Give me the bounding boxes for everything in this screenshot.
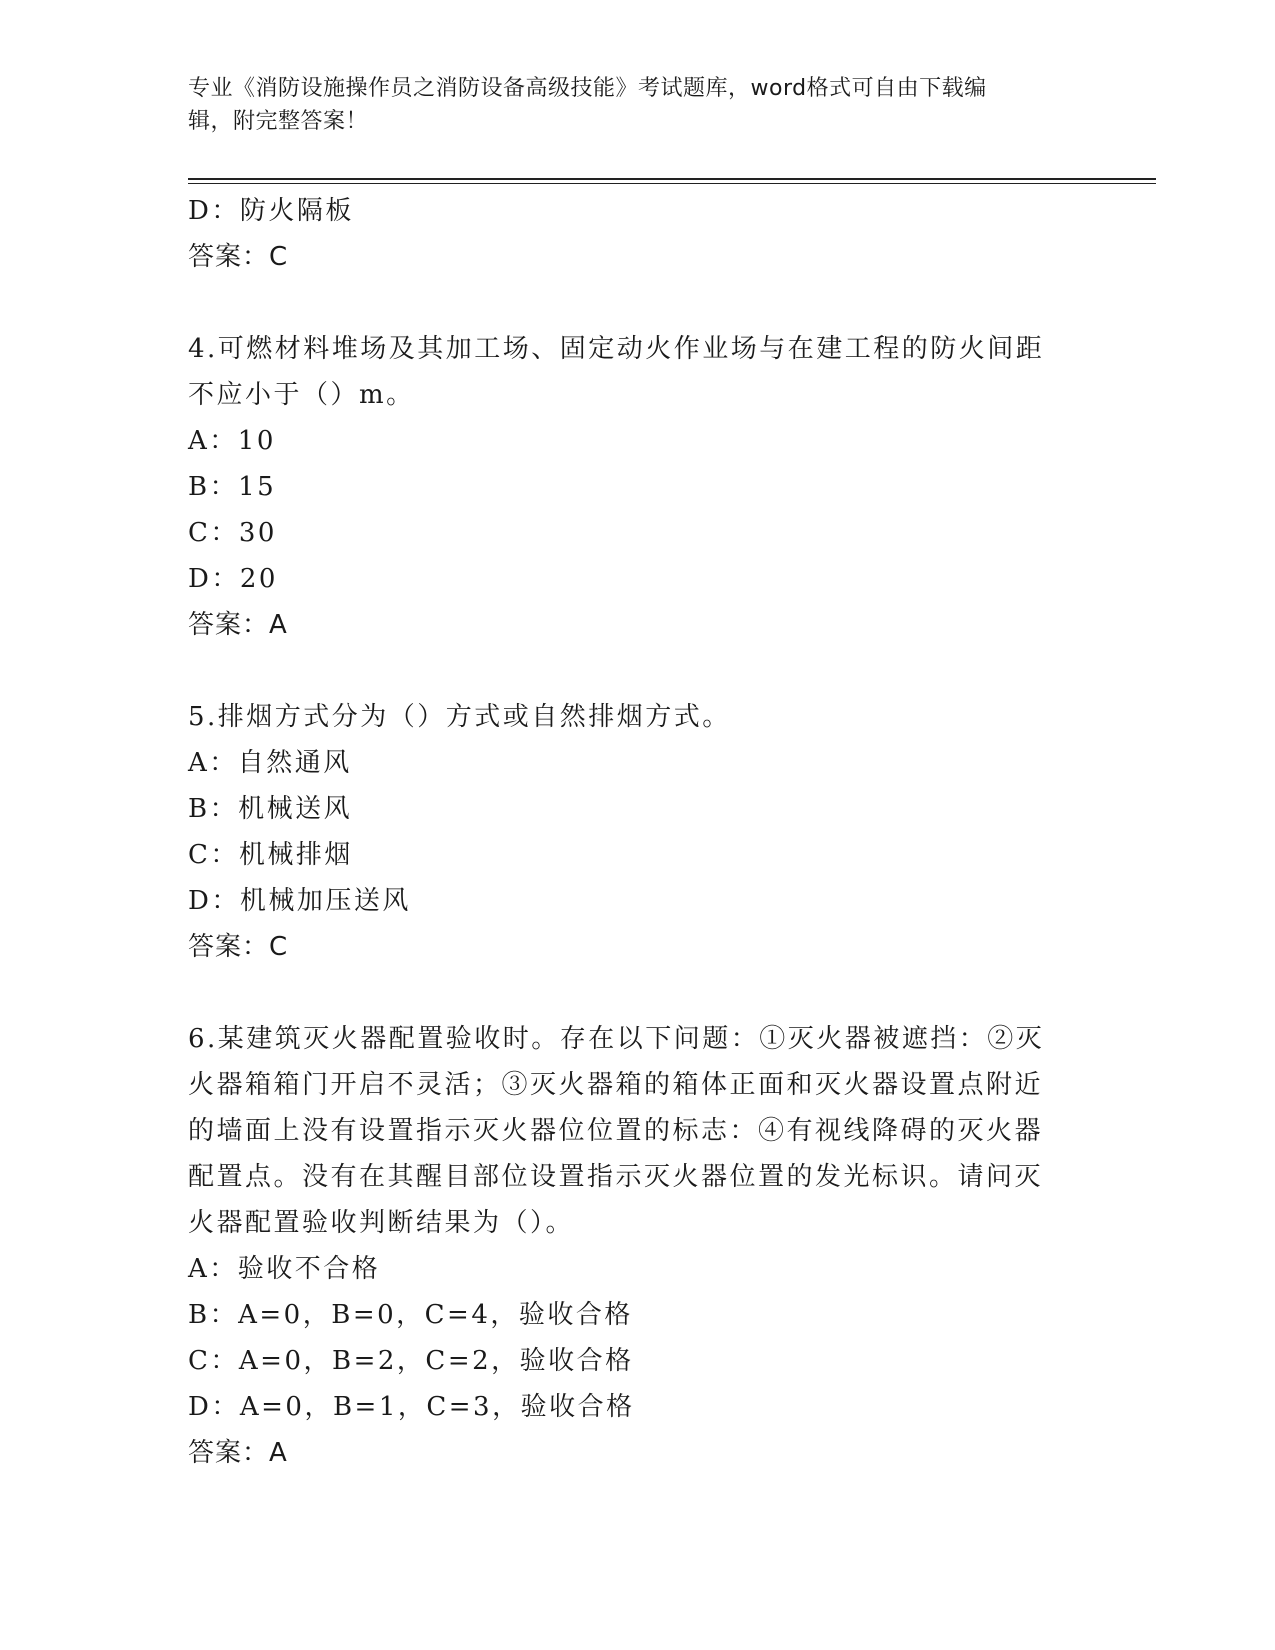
answer: 答案：C	[188, 242, 289, 272]
option-a: A：验收不合格	[188, 1254, 381, 1284]
document-body	[188, 188, 1068, 1476]
answer: 答案：C	[188, 932, 289, 962]
question-text-line: 5.排烟方式分为（）方式或自然排烟方式。	[188, 702, 731, 732]
option-b: B：A=0，B=0，C=4，验收合格	[188, 1300, 633, 1330]
option-c: C：机械排烟	[188, 840, 353, 870]
document-header	[188, 72, 1068, 138]
question-text-line: 不应小于（）m。	[188, 380, 415, 410]
question-text-line: 的墙面上没有设置指示灭火器位位置的标志：④有视线降碍的灭火器	[188, 1116, 1044, 1146]
question-text-line: 配置点。没有在其醒目部位设置指示灭火器位置的发光标识。请问灭	[188, 1162, 1044, 1192]
spacer	[188, 970, 1068, 1016]
option-d: D：A=0，B=1，C=3，验收合格	[188, 1392, 635, 1422]
answer: 答案：A	[188, 1438, 288, 1468]
spacer	[188, 280, 1068, 326]
option-a: A：自然通风	[188, 748, 352, 778]
question-text-line: 火器配置验收判断结果为（）。	[188, 1208, 575, 1238]
option-d: D：机械加压送风	[188, 886, 411, 916]
option-d: D：20	[188, 564, 278, 594]
question-3-tail	[188, 188, 1068, 280]
spacer	[188, 648, 1068, 694]
option-b: B：机械送风	[188, 794, 353, 824]
option-b: B：15	[188, 472, 277, 502]
question-5	[188, 694, 1068, 970]
header-divider-thin	[188, 183, 1156, 184]
question-text-line: 6.某建筑灭火器配置验收时。存在以下问题：①灭火器被遮挡：②灭	[188, 1024, 1045, 1054]
option-d: D：防火隔板	[188, 196, 354, 226]
header-line-1: 专业《消防设施操作员之消防设备高级技能》考试题库，word格式可自由下载编	[188, 76, 987, 101]
option-c: C：30	[188, 518, 277, 548]
answer: 答案：A	[188, 610, 288, 640]
option-a: A：10	[188, 426, 276, 456]
header-divider-thick	[188, 178, 1156, 180]
question-text-line: 4.可燃材料堆场及其加工场、固定动火作业场与在建工程的防火间距	[188, 334, 1045, 364]
header-line-2: 辑，附完整答案！	[188, 109, 369, 134]
question-text-line: 火器箱箱门开启不灵活；③灭火器箱的箱体正面和灭火器设置点附近	[188, 1070, 1044, 1100]
question-6	[188, 1016, 1068, 1476]
option-c: C：A=0，B=2，C=2，验收合格	[188, 1346, 634, 1376]
question-4	[188, 326, 1068, 648]
